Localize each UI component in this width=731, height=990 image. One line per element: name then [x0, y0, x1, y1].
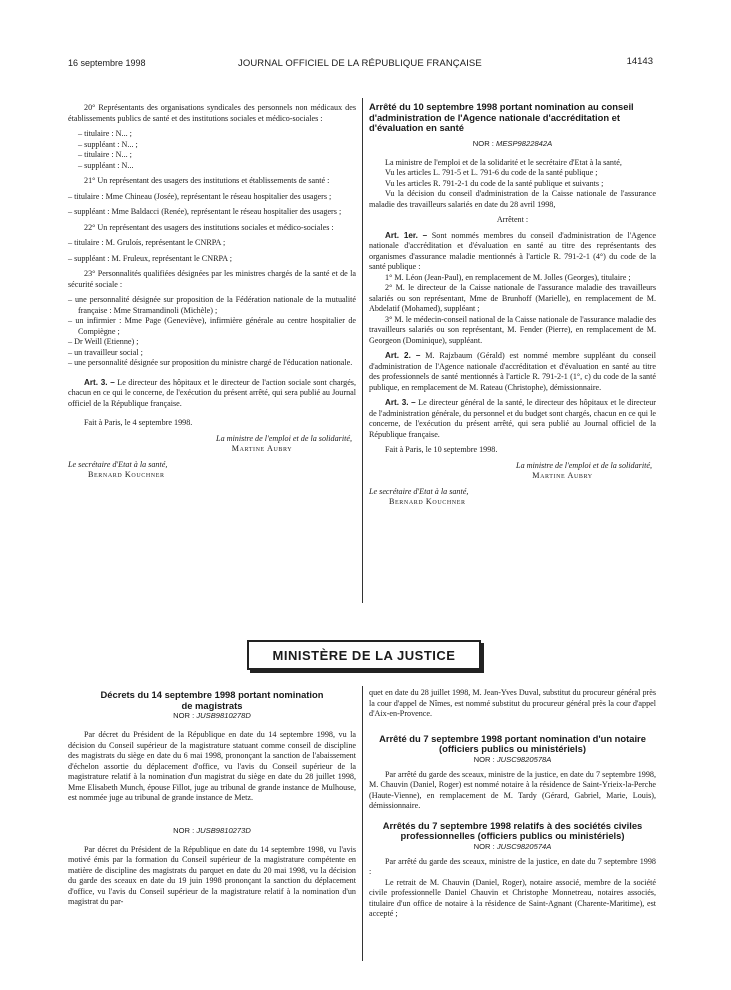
- nor-label: NOR :: [473, 841, 495, 851]
- done-at-line: Fait à Paris, le 4 septembre 1998.: [84, 418, 193, 427]
- done-at-line: Fait à Paris, le 10 septembre 1998.: [385, 445, 498, 454]
- list-item: – suppléant : N...: [78, 160, 134, 170]
- nor-reference: [68, 826, 356, 836]
- column-divider-top: [362, 98, 363, 603]
- decree-title: Arrêtés du 7 septembre 1998 relatifs à des sociétés civiles professionnelles (officiers publics ou ministériels): [382, 819, 643, 841]
- secretary-title: Le secrétaire d'Etat à la santé,: [369, 486, 469, 496]
- nor-code: JUSB9810278D: [196, 711, 251, 720]
- column-divider-bottom: [362, 686, 363, 961]
- article-1-point-1: 1° M. Léon (Jean-Paul), en remplacement de M. Jolles (Georges), titulaire ;: [385, 272, 631, 282]
- article-3-right: [369, 398, 656, 440]
- list-item: – suppléant : N... ;: [78, 139, 138, 149]
- minister-name: Martine Aubry: [231, 444, 293, 453]
- secretary-title: Le secrétaire d'Etat à la santé,: [68, 459, 168, 469]
- article-3-left: [68, 378, 356, 410]
- list-item: – titulaire : N... ;: [78, 129, 132, 138]
- list-item: – suppléant : M. Fruleux, représentant le CNRPA ;: [68, 253, 232, 263]
- secretary-name: Bernard Kouchner: [389, 497, 466, 506]
- nor-reference: [369, 139, 656, 149]
- article-label: Art. 2. –: [385, 351, 421, 360]
- nor-reference: [369, 755, 656, 765]
- decree-title: Décrets du 14 septembre 1998 portant nomination de magistrats: [100, 689, 324, 711]
- header-date: 16 septembre 1998: [68, 58, 146, 68]
- list-item: – une personnalité désignée sur proposition du ministre chargé de l'éducation nationale.: [68, 358, 353, 367]
- vu-line-3: Vu la décision du conseil d'administration de la Caisse nationale de l'assurance maladie des travailleurs salariés en date du 28 avril 1998,: [369, 189, 656, 209]
- nor-label: NOR :: [173, 825, 195, 835]
- article-2: [369, 351, 656, 393]
- nor-label: NOR :: [173, 711, 195, 720]
- list-item: – titulaire : N... ;: [78, 150, 132, 159]
- decree-paragraph-1: Par décret du Président de la République en date du 14 septembre 1998, vu la décision du Conseil supérieur de la magistrature statuant comme conseil de discipline des magistrats du siège en date du 6 mai 1998, prononçant la sanction de l'abaissement d'échelon assortie du déplacement d'office, vu l'avis du Conseil supérieur de la magistrature relatif à la nomination d'un magistrat du siège en date du 28 juillet 1998, Mme Elisabeth Munch, épouse Fillot, juge au tribunal de grande instance de Mulhouse, est nommée juge au tribunal de grande instance de Metz.: [68, 730, 356, 802]
- minister-title: La ministre de l'emploi et de la solidarité,: [216, 433, 352, 443]
- continued-paragraph: quet en date du 28 juillet 1998, M. Jean-Yves Duval, substitut du procureur général près la cour d'appel de Nîmes, est nommé substitut du procureur général près la cour d'appel d'Aix-en-Provence.: [369, 688, 656, 718]
- vu-line-1: Vu les articles L. 791-5 et L. 791-6 du code de la santé publique ;: [385, 168, 598, 177]
- nor-code: JUSB9810273D: [196, 825, 251, 835]
- article-1: [369, 231, 656, 273]
- arretent-heading: Arrêtent :: [496, 215, 529, 224]
- minister-name: Martine Aubry: [532, 471, 593, 480]
- vu-line-2: Vu les articles R. 791-2-1 du code de la santé publique et suivants ;: [385, 178, 604, 188]
- section-21-intro: 21° Un représentant des usagers des institutions et établissements de santé :: [84, 176, 330, 185]
- decree-intro: La ministre de l'emploi et de la solidarité et le secrétaire d'Etat à la santé,: [385, 157, 622, 167]
- list-item: – un infirmier : Mme Page (Geneviève), infirmière générale au centre hospitalier de Compiègne ;: [68, 316, 356, 336]
- right-top-column: [369, 102, 656, 508]
- right-bottom-column: [369, 688, 656, 920]
- nor-reference: [369, 842, 656, 852]
- header-page-number: 14143: [626, 56, 653, 67]
- list-item: – suppléant : Mme Baldacci (Renée), représentant le réseau hospitalier des usagers ;: [68, 207, 342, 216]
- list-item: – Dr Weill (Etienne) ;: [68, 337, 139, 346]
- article-text: Sont nommés membres du conseil d'administration de l'Agence nationale d'accréditation et d'évaluation en santé au titre des représentants des organismes d'assurance maladie mentionnés à l'article R. 791-2-1 (4°) du code de la santé publique :: [369, 230, 656, 271]
- decree-title: Arrêté du 7 septembre 1998 portant nomination d'un notaire (officiers publics ou ministériels): [379, 732, 646, 754]
- article-1-point-3: 3° M. le médecin-conseil national de la Caisse nationale de l'assurance maladie des travailleurs salariés ou son représentant, M. Fender (Pierre), en remplacement de M. Georgeon (Dominique), suppléant.: [369, 314, 656, 345]
- decree-paragraph-2: Par décret du Président de la République en date du 14 septembre 1998, vu l'avis motivé émis par la formation du Conseil supérieur de la magistrature compétente en matière de discipline des magistrats du parquet en date du 20 mai 1998, vu la décision du garde des sceaux en date du 19 juin 1998 prononçant la sanction du déplacement d'office, vu l'avis du Conseil supérieur de la magistrature relatif à la nomination d'un magistrat du par-: [68, 844, 356, 906]
- section-20-intro: 20° Représentants des organisations syndicales des personnels non médicaux des établissements publics de santé et des institutions sociales et médico-sociales :: [68, 103, 356, 123]
- article-label: Art. 3. –: [84, 377, 115, 387]
- article-text: M. Rajzbaum (Gérald) est nommé membre suppléant du conseil d'administration de l'Agence nationale d'accréditation et d'évaluation en santé au titre des professionnels de santé mentionnés à l'article R. 791-2-1 (1°, c) du code de la santé publique, en remplacement de M. Rateau (Christophe), démissionnaire.: [369, 351, 656, 392]
- decree-paragraph: Par arrêté du garde des sceaux, ministre de la justice, en date du 7 septembre 1998, M. Chauvin (Daniel, Roger) est nommé notaire à la résidence de Saint-Yrieix-la-Perche (Haute-Vienne), en remplacement de M. Tardy (Gérard, Gabriel, Marie, Louis), démissionnaire.: [369, 769, 656, 810]
- ministry-heading: MINISTÈRE DE LA JUSTICE: [247, 640, 481, 670]
- decree-title: Arrêté du 10 septembre 1998 portant nomination au conseil d'administration de l'Agence nationale d'accréditation et d'évaluation en santé: [369, 101, 634, 133]
- decree-paragraph: Le retrait de M. Chauvin (Daniel, Roger), notaire associé, membre de la société civile professionnelle Daniel Chauvin et Christophe Monnetreau, notaires associés, titulaire d'un office de notaire à la résidence de Saint-Agnant (Charente-Maritime), est accepté ;: [369, 877, 656, 918]
- section-23-intro: 23° Personnalités qualifiées désignées par les ministres chargés de la santé et de la sécurité sociale :: [68, 269, 356, 289]
- left-top-column: [68, 103, 356, 481]
- left-bottom-column: [68, 690, 356, 908]
- nor-code: JUSC9820574A: [496, 841, 552, 851]
- article-1-point-2: 2° M. le directeur de la Caisse nationale de l'assurance maladie des travailleurs salariés ou son représentant, Mme de Brunhoff (Marielle), en remplacement de M. Abdelatif (Mohamed), suppléant ;: [369, 283, 656, 313]
- article-label: Art. 3. –: [385, 398, 416, 407]
- decree-paragraph: Par arrêté du garde des sceaux, ministre de la justice, en date du 7 septembre 1998 :: [369, 856, 656, 876]
- article-text: Le directeur général de la santé, le directeur des hôpitaux et le directeur de l'administration générale, du personnel et du budget sont chargés, chacun en ce qui le concerne, de l'exécution du présent arrêté, qui sera publié au Journal officiel de la République française.: [369, 398, 657, 439]
- article-text: Le directeur des hôpitaux et le directeur de l'action sociale sont chargés, chacun en ce qui le concerne, de l'exécution du présent arrêté, qui sera publié au Journal officiel de la République française.: [68, 377, 357, 408]
- secretary-name: Bernard Kouchner: [88, 470, 165, 479]
- article-label: Art. 1er. –: [385, 230, 428, 240]
- nor-label: NOR :: [473, 754, 495, 764]
- nor-reference: [68, 711, 356, 721]
- nor-code: MESP9822842A: [496, 138, 553, 148]
- minister-title: La ministre de l'emploi et de la solidarité,: [516, 460, 652, 470]
- list-item: – une personnalité désignée sur proposition de la Fédération nationale de la mutualité française : Mme Stramandinoli (Michèle) ;: [68, 295, 356, 315]
- list-item: – un travailleur social ;: [68, 347, 143, 357]
- list-item: – titulaire : M. Gruloís, représentant le CNRPA ;: [68, 238, 226, 247]
- header-journal-title: JOURNAL OFFICIEL DE LA RÉPUBLIQUE FRANÇAISE: [238, 58, 482, 69]
- list-item: – titulaire : Mme Chineau (Josée), représentant le réseau hospitalier des usagers ;: [68, 191, 332, 201]
- nor-label: NOR :: [472, 138, 494, 148]
- nor-code: JUSC9820578A: [496, 754, 552, 764]
- section-22-intro: 22° Un représentant des usagers des institutions sociales et médico-sociales :: [84, 222, 334, 232]
